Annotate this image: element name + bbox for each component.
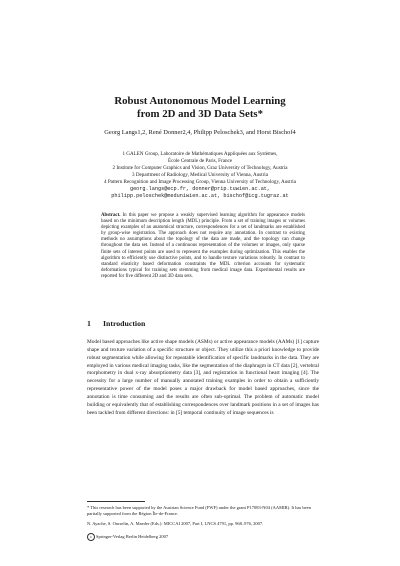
paper-title-line-2: from 2D and 3D Data Sets*	[136, 108, 264, 120]
footnote-rule	[87, 501, 145, 502]
citation-line: N. Ayache, S. Ourselin, A. Maeder (Eds.): MICCAI 2007, Part I, LNCS 4791, pp. 968–976, 2007.	[87, 521, 264, 526]
copyright-icon: c	[87, 533, 95, 541]
email-line-1: georg.langs@ecp.fr, donner@prip.tuwien.ac.at,	[129, 186, 271, 192]
copyright-text: Springer-Verlag Berlin Heidelberg 2007	[96, 534, 169, 540]
abstract-label: Abstract.	[101, 213, 121, 218]
footnote: * This research has been supported by the Austrian Science Fund (FWF) under the grant P17083-N04 (AAMIR). It has been partially supported from the Région Île-de-France.	[87, 505, 311, 516]
affiliation-3: 3 Department of Radiology, Medical University of Vienna, Austria	[132, 172, 268, 178]
author-list: Georg Langs1,2, René Donner2,4, Philipp Peloschek3, and Horst Bischof4	[104, 129, 296, 136]
affiliation-1: 1 GALEN Group, Laboratoire de Mathématiques Appliquées aux Systèmes,	[122, 151, 278, 157]
section-title: Introduction	[103, 319, 146, 328]
section-number: 1	[87, 319, 91, 328]
paper-title-line-1: Robust Autonomous Model Learning	[114, 95, 286, 107]
email-line-2: philipp.peloschek@meduniwien.ac.at, bischof@icg.tugraz.at	[111, 193, 289, 199]
abstract-text: In this paper we propose a weakly supervised learning algorithm for appearance models based on the minimum description length (MDL) principle. From a set of training images or volumes depicting examples of an anatomical structure, correspondences for a set of landmarks are established by group-wise registration. The approach does not require any annotation. In contrast to existing methods no assumptions about the topology of the data are made, and the topology can change throughout the data set. Instead of a continuous representation of the volumes or images, only sparse finite sets of interest points are used to represent the examples during optimization. This enables the algorithm to efficiently use distinctive points, and to handle texture variations robustly. In contrast to standard elasticity based deformation constraints the MDL criterion accounts for systematic deformations typical for training sets stemming from medical image data. Experimental results are reported for five different 2D and 3D data sets.	[101, 213, 305, 279]
affiliation-2: 2 Institute for Computer Graphics and Vision, Graz University of Technology, Austria	[112, 165, 288, 171]
section-heading	[87, 319, 145, 328]
abstract	[101, 213, 305, 280]
copyright-line	[87, 533, 319, 541]
affiliation-4: 4 Pattern Recognition and Image Processing Group, Vienna University of Technology, Austria	[104, 179, 296, 185]
affiliation-1-cont: École Centrale de Paris, France	[167, 158, 233, 164]
body-paragraph: Model based approaches like active shape models (ASMs) or active appearance models (AAMs) [1] capture shape and texture variation of a specific structure or object. They utilize this a priori knowledge to provide robust segmentation while allowing for repeatable identification of specific landmarks in the data. They are employed in various medical imaging tasks, like the segmentation of the diaphragm in CT data [2], vertebral morphometry in dual x-ray absorptiometry data [3], and registration in functional heart imaging [4]. The necessity for a large number of manually annotated training examples in order to obtain a sufficiently representative power of the model poses a major drawback for model based approaches, since the annotation is time consuming and the results are often sub-optimal. The problem of automatic model building or equivalently that of establishing correspondences over landmark positions in a set of images has been tackled from different directions: in [5] temporal continuity of image sequences is	[87, 339, 319, 416]
